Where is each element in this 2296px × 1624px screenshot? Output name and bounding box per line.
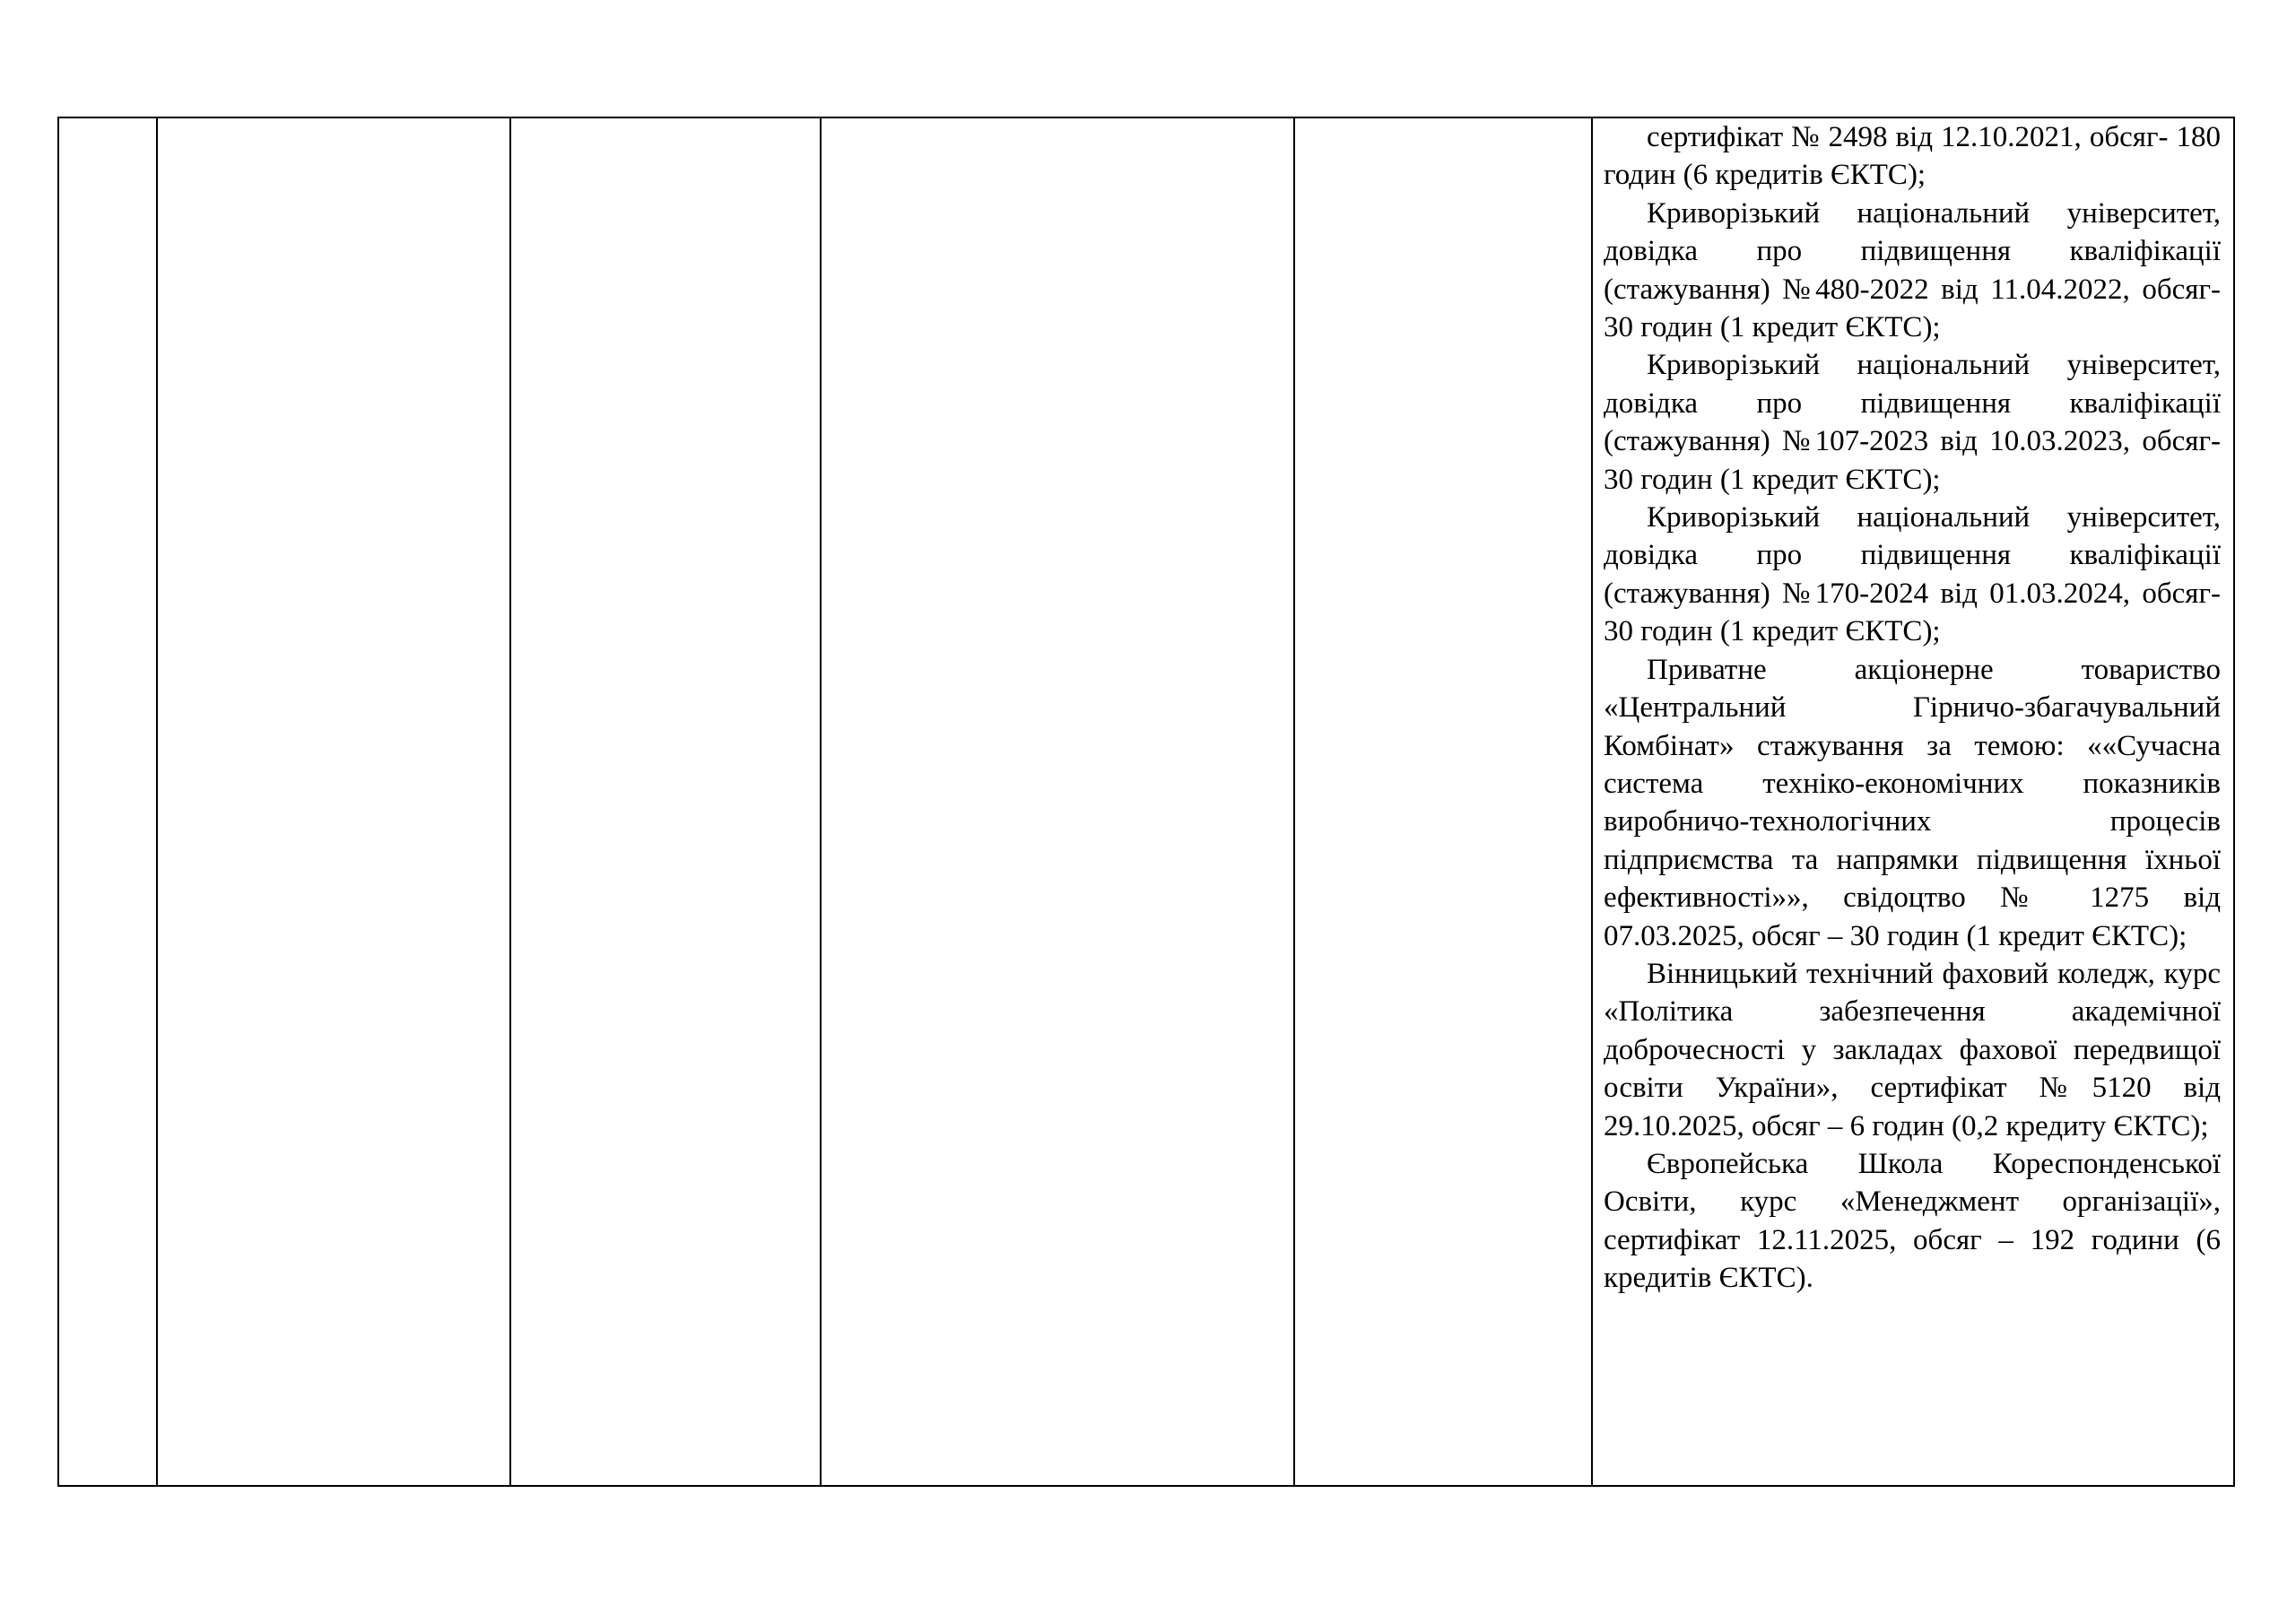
qualification-paragraph: Криворізький національний університет, довідка про підвищення кваліфікації (стажування) №170-2024 від 01.03.2024, обсяг- 30 годин (1 кредит ЄКТС); [1604, 501, 2221, 648]
document-table [57, 117, 2235, 1487]
table-row [58, 117, 2234, 1486]
table-cell-empty [1294, 117, 1592, 1486]
table-cell-empty [821, 117, 1294, 1486]
qualification-paragraph: Приватне акціонерне товариство «Центральний Гірничо-збагачувальний Комбінат» стажування за темою: ««Сучасна система техніко-економічних показників виробничо-технологічних процесів підприємства та напрямки підвищення їхньої ефективності»», свідоцтво № 1275 від 07.03.2025, обсяг – 30 годин (1 кредит ЄКТС); [1604, 653, 2221, 952]
table-cell-qualifications [1592, 117, 2234, 1486]
table-cell-empty [510, 117, 821, 1486]
qualification-paragraph: Європейська Школа Кореспонденської Освіти, курс «Менеджмент організації», сертифікат 12.11.2025, обсяг – 192 години (6 кредитів ЄКТС). [1604, 1147, 2221, 1295]
qualification-paragraph: Криворізький національний університет, довідка про підвищення кваліфікації (стажування) №480-2022 від 11.04.2022, обсяг- 30 годин (1 кредит ЄКТС); [1604, 196, 2221, 344]
table-cell-number [58, 117, 157, 1486]
qualification-paragraph: сертифікат № 2498 від 12.10.2021, обсяг- 180 годин (6 кредитів ЄКТС); [1604, 121, 2221, 192]
qualification-paragraph: Вінницький технічний фаховий коледж, курс «Політика забезпечення академічної доброчесності у закладах фахової передвищої освіти України», сертифікат №5120 від 29.10.2025, обсяг – 6 годин (0,2 кредиту ЄКТС); [1604, 957, 2221, 1142]
table-cell-empty [157, 117, 510, 1486]
qualification-paragraph: Криворізький національний університет, довідка про підвищення кваліфікації (стажування) №107-2023 від 10.03.2023, обсяг- 30 годин (1 кредит ЄКТС); [1604, 349, 2221, 496]
